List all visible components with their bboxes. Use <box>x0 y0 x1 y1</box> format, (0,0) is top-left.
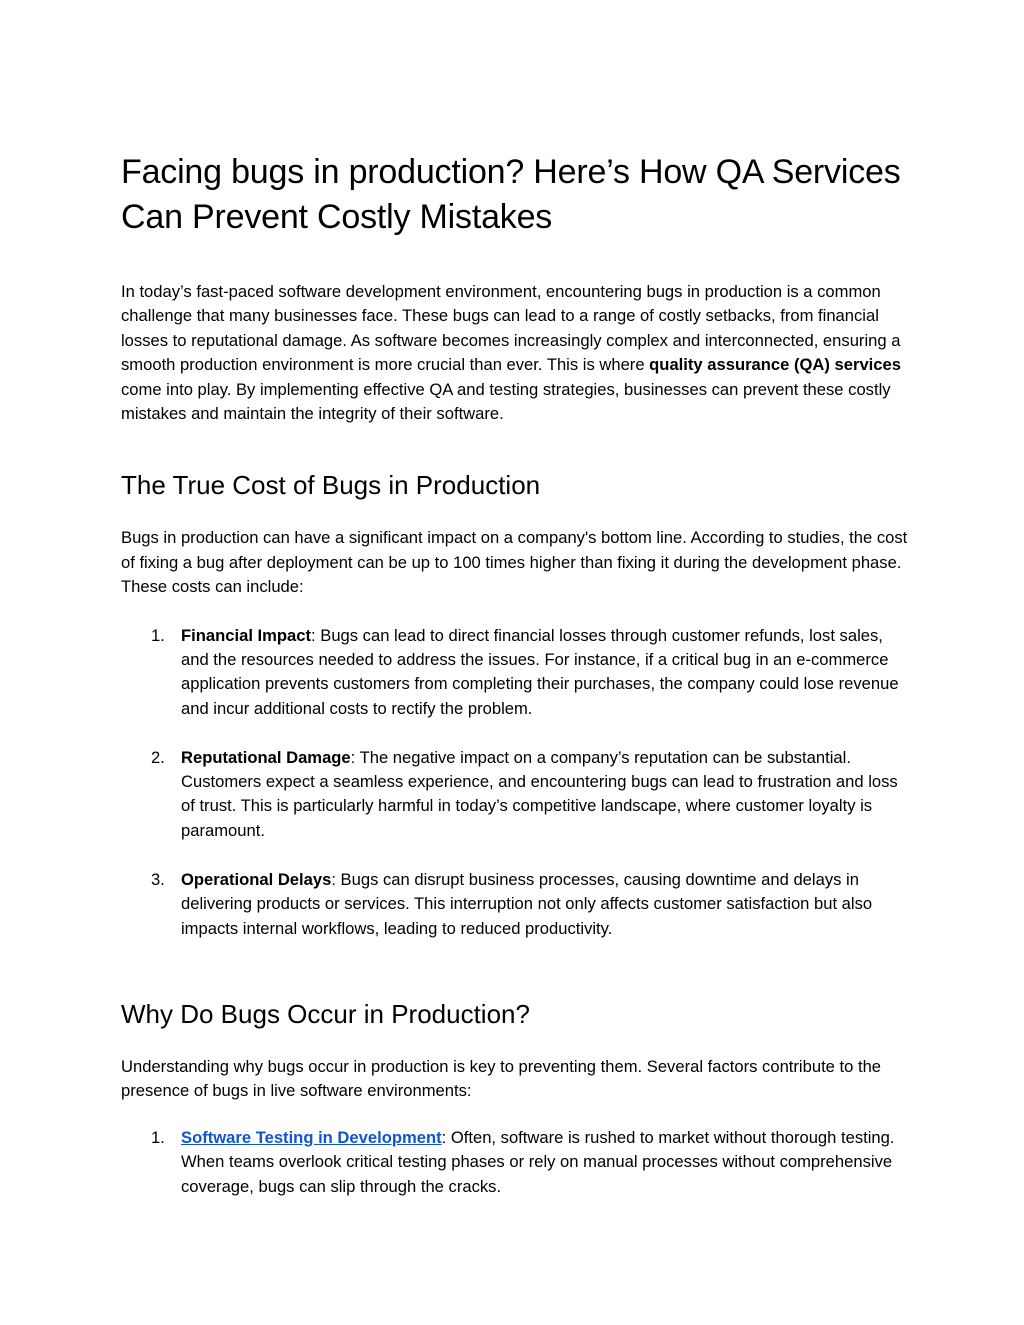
list-item <box>121 746 911 844</box>
section-paragraph-why: Understanding why bugs occur in production is key to preventing them. Several factors contribute to the presence of bugs in live software environments: <box>121 1056 882 1101</box>
list-number: 1. <box>151 1127 165 1147</box>
list-item <box>121 1126 911 1199</box>
intro-text-after: come into play. By implementing effective QA and testing strategies, businesses can prevent these costly mistakes and maintain the integrity of their software. <box>121 379 891 424</box>
article-title: Facing bugs in production? Here’s How QA Services Can Prevent Costly Mistakes <box>121 153 901 236</box>
section-paragraph-cost: Bugs in production can have a significant impact on a company's bottom line. According to studies, the cost of fixing a bug after deployment can be up to 100 times higher than fixing it during the development phase. These costs can include: <box>121 528 908 597</box>
list-term: Financial Impact <box>181 625 312 645</box>
list-text: : The negative impact on a company’s reputation can be substantial. Customers expect a seamless experience, and encountering bugs can lead to frustration and loss of trust. This is particularly harmful in today’s competitive landscape, where customer loyalty is paramount. <box>181 747 898 840</box>
section-heading-why: Why Do Bugs Occur in Production? <box>121 998 530 1029</box>
intro-paragraph <box>121 280 911 426</box>
list-text: : Bugs can lead to direct financial losses through customer refunds, lost sales, and the resources needed to address the issues. For instance, if a critical bug in an e-commerce application prevents customers from completing their purchases, the company could lose revenue and incur additional costs to rectify the problem. <box>181 625 899 718</box>
list-text: : Bugs can disrupt business processes, causing downtime and delays in delivering products or services. This interruption not only affects customer satisfaction but also impacts internal workflows, leading to reduced productivity. <box>181 869 873 938</box>
list-term: Reputational Damage <box>181 747 351 767</box>
section-heading-cost: The True Cost of Bugs in Production <box>121 470 541 501</box>
list-number: 1. <box>151 625 165 645</box>
intro-bold-term: quality assurance (QA) services <box>649 355 901 375</box>
why-list <box>121 1126 911 1199</box>
document-page <box>121 150 911 1199</box>
software-testing-link[interactable]: Software Testing in Development <box>181 1127 442 1147</box>
list-number: 2. <box>151 747 165 767</box>
list-item <box>121 624 911 722</box>
cost-list <box>121 624 911 941</box>
intro-text-before: In today’s fast-paced software development environment, encountering bugs in production is a common challenge that many businesses face. These bugs can lead to a range of costly setbacks, from financial losses to reputational damage. As software becomes increasingly complex and interconnected, ensuring a smooth production environment is more crucial than ever. This is where <box>121 282 901 375</box>
list-term: Operational Delays <box>181 869 332 889</box>
list-number: 3. <box>151 869 165 889</box>
list-text: : Often, software is rushed to market without thorough testing. When teams overlook critical testing phases or rely on manual processes without comprehensive coverage, bugs can slip through the cracks. <box>181 1127 895 1196</box>
list-item <box>121 868 911 941</box>
